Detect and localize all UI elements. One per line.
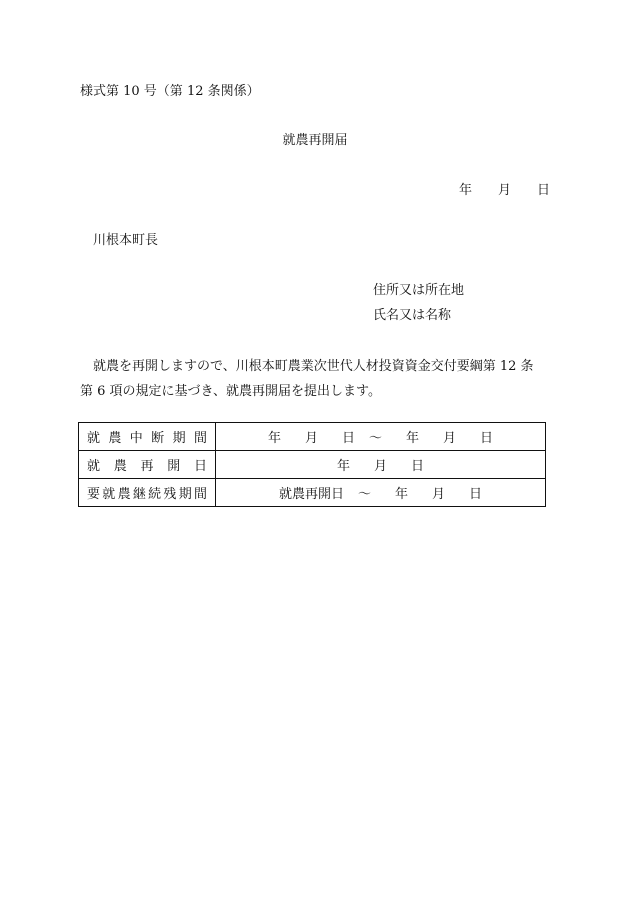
- table-row-interruption-period: [79, 423, 546, 451]
- applicant-name-label: 氏名又は名称: [373, 308, 452, 323]
- date-month: 月: [498, 183, 512, 198]
- addressee: 川根本町長: [93, 233, 159, 248]
- resumption-info-table: [78, 422, 546, 507]
- body-paragraph: [80, 354, 552, 404]
- value-resumption-date: 年 月 日: [216, 451, 546, 479]
- label-remaining-period: 要就農継続残期間: [87, 487, 207, 502]
- date-year: 年: [459, 183, 473, 198]
- body-line-2: 第 6 項の規定に基づき、就農再開届を提出します。: [80, 384, 381, 399]
- body-line-1: 就農を再開しますので、川根本町農業次世代人材投資資金交付要綱第 12 条: [93, 359, 534, 374]
- table-row-remaining-period: [79, 479, 546, 507]
- label-interruption-period: 就農中断期間: [87, 431, 207, 446]
- submission-date: [459, 179, 550, 198]
- label-resumption-date: 就農再開日: [87, 459, 207, 474]
- form-number: 様式第 10 号（第 12 条関係）: [80, 84, 260, 99]
- value-remaining-period: 就農再開日 ～ 年 月 日: [216, 479, 546, 507]
- applicant-address-label: 住所又は所在地: [373, 283, 465, 298]
- document-title: 就農再開届: [282, 133, 348, 148]
- value-interruption-period: 年 月 日 ～ 年 月 日: [216, 423, 546, 451]
- date-day: 日: [537, 183, 551, 198]
- table-row-resumption-date: [79, 451, 546, 479]
